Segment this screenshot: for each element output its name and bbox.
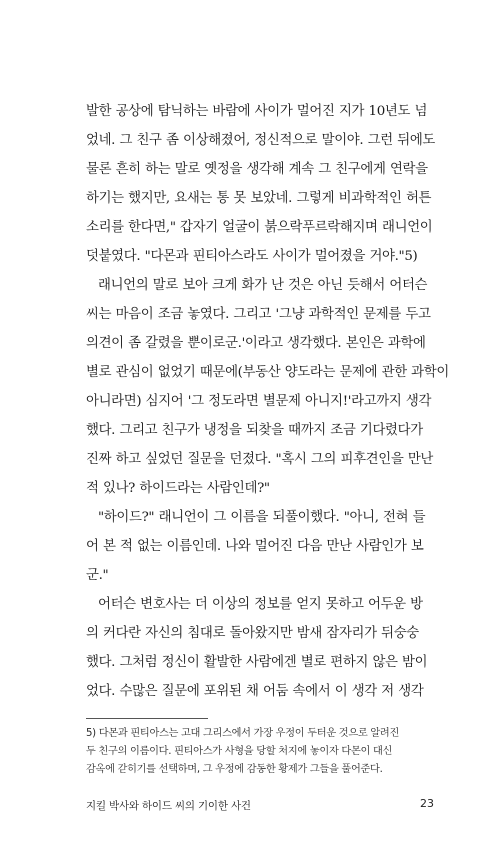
body-line: 의 커다란 자신의 침대로 돌아왔지만 밤새 잠자리가 뒤숭숭 [86,626,419,641]
body-line: 발한 공상에 탐닉하는 바람에 사이가 멀어진 지가 10년도 넘 [86,104,428,119]
body-line: 씨는 마음이 조금 놓였다. 그리고 '그냥 과학적인 문제를 두고 [86,307,431,322]
body-line: 의견이 좀 갈렸을 뿐이로군.'이라고 생각했다. 본인은 과학에 [86,336,426,351]
body-line: 적 있나? 하이드라는 사람인데?" [86,481,270,496]
body-line: 었네. 그 친구 좀 이상해졌어, 정신적으로 말이야. 그런 뒤에도 [86,133,436,148]
running-title: 지킬 박사와 하이드 씨의 기이한 사건 [86,800,251,812]
page-number: 23 [420,797,434,810]
body-line: 었다. 수많은 질문에 포위된 채 어둠 속에서 이 생각 저 생각 [86,684,424,699]
footnote-line: 두 친구의 이름이다. 핀티아스가 사형을 당할 처지에 놓이자 다몬이 대신 [86,746,393,757]
body-line: 하기는 했지만, 요새는 통 못 보았네. 그렇게 비과학적인 허튼 [86,191,432,206]
footnote-divider [86,718,208,719]
body-line: 래니언의 말로 보아 크게 화가 난 것은 아닌 듯해서 어터슨 [98,278,428,293]
body-line: 진짜 하고 싶었던 질문을 던졌다. "혹시 그의 피후견인을 만난 [86,452,434,467]
body-line: 했다. 그리고 친구가 냉정을 되찾을 때까지 조금 기다렸다가 [86,423,423,438]
body-line: 별로 관심이 없었기 때문에(부동산 양도라는 문제에 관한 과학이 [86,365,449,380]
footnote-line: 5) 다몬과 핀티아스는 고대 그리스에서 가장 우정이 두터운 것으로 알려진 [86,728,399,739]
body-line: 덧붙였다. "다몬과 핀티아스라도 사이가 멀어졌을 거야."5) [86,249,418,264]
body-line: 어 본 적 없는 이름인데. 나와 멀어진 다음 만난 사람인가 보 [86,539,424,554]
body-line: 어터슨 변호사는 더 이상의 정보를 얻지 못하고 어두운 방 [98,597,423,612]
footnote-line: 감옥에 갇히기를 선택하며, 그 우정에 감동한 황제가 그들을 풀어준다. [86,764,383,775]
body-line: 했다. 그처럼 정신이 활발한 사람에겐 별로 편하지 않은 밤이 [86,655,428,670]
body-line: 물론 흔히 하는 말로 옛정을 생각해 계속 그 친구에게 연락을 [86,162,428,177]
body-line: 군." [86,568,109,583]
body-line: 아니라면) 심지어 '그 정도라면 별문제 아니지!'라고까지 생각 [86,394,432,409]
body-line: 소리를 한다면," 갑자기 얼굴이 붉으락푸르락해지며 래니언이 [86,220,433,235]
body-line: "하이드?" 래니언이 그 이름을 되풀이했다. "아니, 전혀 들 [98,510,426,525]
